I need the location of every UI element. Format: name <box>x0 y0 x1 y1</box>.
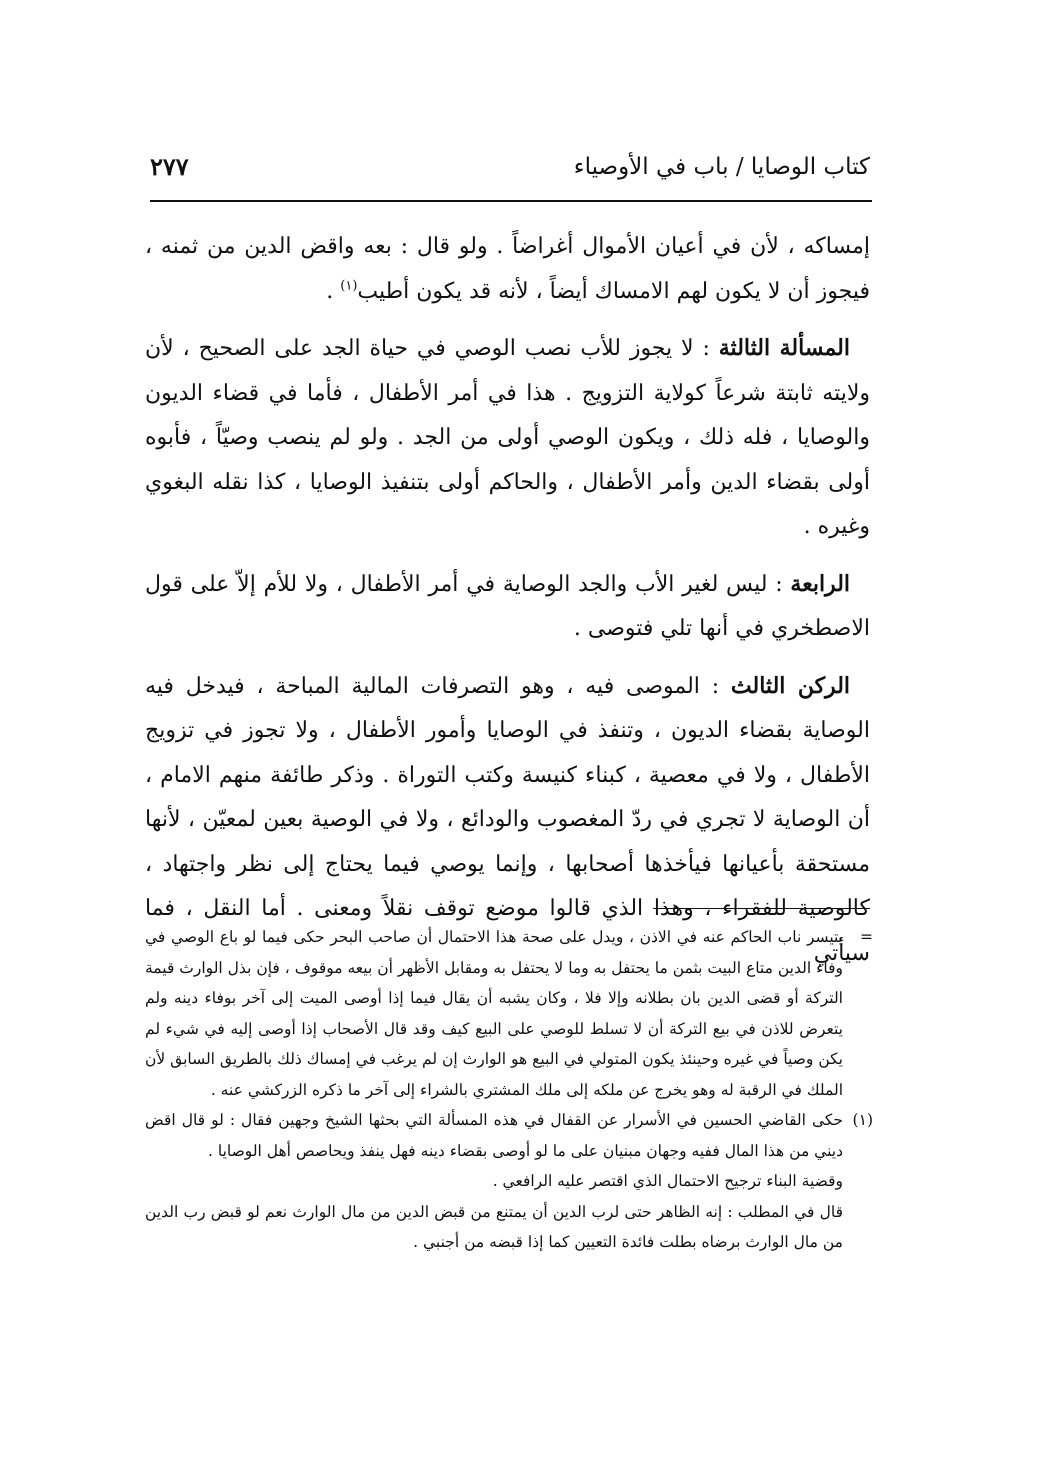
footnote-continuation-text: يتيسر ناب الحاكم عنه في الاذن ، ويدل على صحة هذا الاحتمال أن صاحب البحر حكى فيما لو باع الوصي في وفاء الدين متاع البيت بثمن ما يحتفل به وما لا يحتفل به ومقابل الأظهر أن بيعه موقوف ، فإن بذل الوارث قيمة التركة أو قضى الدين بان بطلانه وإلا فلا ، وكان يشبه أن يقال فيما إذا أوصى الميت إلى آخر بوفاء دينه ولم يتعرض للاذن في بيع التركة أن لا تسلط للوصي على البيع كيف وقد قال الأصحاب إذا أوصى إليه في شيء لم يكن وصياً في غيره وحينئذ يكون المتولي في البيع هو الوارث إن لم يرغب في إمساك ذلك بالطريق السابق لأن الملك في الرقبة له وهو يخرج عن ملكه إلى ملك المشتري بالشراء إلى آخر ما ذكره الزركشي عنه . <box>145 928 843 1099</box>
page-number: ٢٧٧ <box>150 152 189 181</box>
footnote-ref-1[interactable]: (١) <box>340 278 358 294</box>
paragraph-4-text: : الموصى فيه ، وهو التصرفات المالية المباحة ، فيدخل فيه الوصاية بقضاء الديون ، وتنفذ في الوصايا وأمور الأطفال ، ولا تجوز في تزويج الأطفال ، ولا في معصية ، كبناء كنيسة وكتب التوراة . وذكر طائفة منهم الامام ، أن الوصاية لا تجري في ردّ المغصوب والودائع ، ولا في الوصية بعين لمعيّن ، لأنها مستحقة بأعيانها فيأخذها أصحابها ، وإنما يوصي فيما يحتاج إلى نظر واجتهاد ، كالوصية للفقراء ، وهذا الذي قالوا موضع توقف نقلاً ومعنى . أما النقل ، فما سيأتي <box>145 673 870 966</box>
paragraph-4-heading: الركن الثالث <box>730 672 851 699</box>
footnote-continuation <box>145 922 873 1105</box>
paragraph-3-text: : ليس لغير الأب والجد الوصاية في أمر الأطفال ، ولا للأم إلاّ على قول الاصطخري في أنها تلي فتوصى . <box>145 571 870 641</box>
footnote-1-line-1: حكى القاضي الحسين في الأسرار عن القفال في هذه المسألة التي بحثها الشيخ وجهين فقال : لو قال اقض ديني من هذا المال ففيه وجهان مبنيان على ما لو أوصى بقضاء دينه فهل ينفذ ويحاصص أهل الوصايا . <box>145 1111 843 1160</box>
footnote-1 <box>145 1105 873 1258</box>
paragraph-3-heading: الرابعة <box>790 570 851 597</box>
paragraph-1 <box>145 225 870 314</box>
paragraph-2-text: : لا يجوز للأب نصب الوصي في حياة الجد على الصحيح ، لأن ولايته ثابتة شرعاً كولاية التزويج . هذا في أمر الأطفال ، فأما في قضاء الديون والوصايا ، فله ذلك ، ويكون الوصي أولى من الجد . ولو لم ينصب وصيّاً ، فأبوه أولى بقضاء الدين وأمر الأطفال ، والحاكم أولى بتنفيذ الوصايا ، كذا نقله البغوي وغيره . <box>145 336 870 539</box>
footnotes <box>145 922 873 1258</box>
main-text <box>145 225 870 988</box>
paragraph-3 <box>145 562 870 652</box>
footnote-1-mark: (١) <box>852 1111 873 1129</box>
paragraph-2-heading: المسألة الثالثة <box>718 335 850 361</box>
paragraph-2 <box>145 326 870 550</box>
paragraph-1-text: إمساكه ، لأن في أعيان الأموال أغراضاً . ولو قال : بعه واقض الدين من ثمنه ، فيجوز أن لا يكون لهم الامساك أيضاً ، لأنه قد يكون أطيب <box>145 234 870 304</box>
paragraph-1-end: . <box>326 278 341 304</box>
footnote-1-line-2: وقضية البناء ترجيح الاحتمال الذي اقتصر عليه الرافعي . <box>492 1172 843 1190</box>
header-title: كتاب الوصايا / باب في الأوصياء <box>573 154 870 180</box>
footnote-1-line-3: قال في المطلب : إنه الظاهر حتى لرب الدين أن يمتنع من قبض الدين من مال الوارث نعم لو قبض رب الدين من مال الوارث برضاه بطلت فائدة التعيين كما إذا قبضه من أجنبي . <box>145 1202 843 1251</box>
header-rule <box>150 200 872 202</box>
footnote-separator <box>653 908 870 909</box>
running-header <box>150 150 870 190</box>
footnote-continuation-mark: = <box>860 928 873 946</box>
